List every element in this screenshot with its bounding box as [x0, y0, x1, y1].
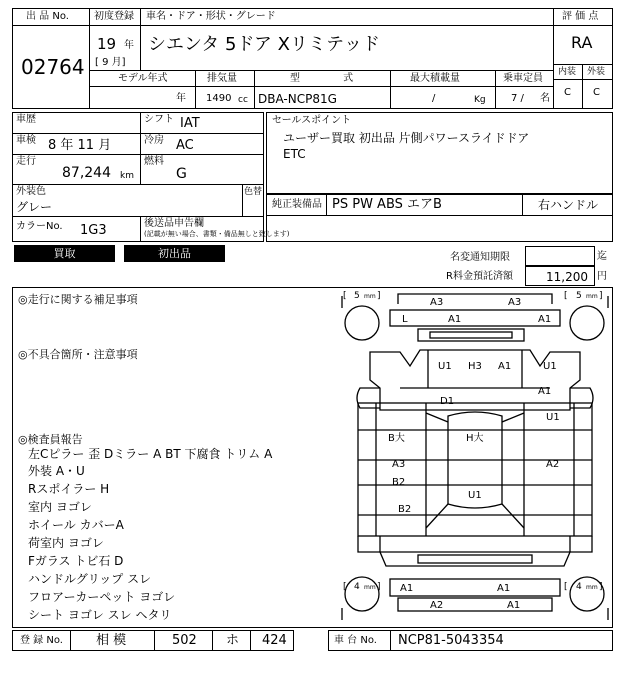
ac-label: 冷房 — [144, 135, 164, 146]
reg-div-2 — [154, 630, 155, 651]
equipment-divider-2 — [522, 194, 523, 216]
details-col-docs — [140, 216, 141, 242]
tire-front-left-depth: 4 — [354, 582, 360, 592]
inspection-label: 車検 — [16, 135, 36, 146]
exterior-label: 外装 — [587, 67, 606, 77]
fuel-value: G — [176, 166, 187, 182]
svg-text:]: ] — [599, 291, 603, 301]
reg-number: 424 — [262, 633, 287, 648]
details-row-3 — [12, 184, 264, 185]
car-name: シエンタ 5ドア Xリミテッド — [148, 34, 380, 55]
capacity-label: 乗車定員 — [503, 73, 543, 84]
damage-diagram — [340, 290, 610, 625]
first-reg-year-unit: 年 — [124, 40, 134, 51]
deadline-unit: 迄 — [597, 251, 607, 262]
svg-text:]: ] — [377, 582, 381, 592]
ac-value: AC — [176, 138, 194, 153]
tire-rear-left-icon — [345, 306, 379, 340]
reg-area: 相 模 — [96, 633, 127, 648]
mark-b2-low: B2 — [398, 504, 412, 515]
recycle-value: 11,200 — [546, 270, 588, 284]
interior-score: C — [564, 87, 571, 98]
sales-point-line-1: ユーザー買取 初出品 片側パワースライドドア — [283, 131, 530, 145]
name-label: 車名・ドア・形状・グレード — [146, 11, 276, 22]
mark-a3-left: A3 — [430, 297, 444, 308]
mark-h3: H3 — [468, 361, 482, 372]
deadline-label: 名変通知期限 — [450, 252, 510, 263]
equipment-empty-row — [266, 216, 613, 242]
lot-no-label: 出 品 No. — [26, 11, 69, 22]
reg-kana: ホ — [226, 633, 240, 648]
details-row-2 — [12, 154, 264, 155]
chassis-div — [390, 630, 391, 651]
tire-front-right-unit: mm — [586, 584, 598, 591]
docs-label: 後送品申告欄 — [144, 218, 204, 229]
spec-col-3 — [390, 70, 391, 109]
mark-u1-door: U1 — [546, 412, 560, 423]
tire-rear-left-depth: 5 — [354, 291, 360, 301]
spec-row-divider — [89, 86, 554, 87]
tire-front-left-icon — [345, 577, 379, 611]
ext-color-value: グレー — [16, 200, 53, 214]
mark-a3-side: A3 — [392, 459, 406, 470]
load-label: 最大積載量 — [410, 73, 460, 84]
mark-a1-top-mid: A1 — [448, 314, 462, 325]
mark-a2-bottom: A2 — [430, 600, 444, 611]
chassis-number: NCP81-5043354 — [398, 633, 504, 648]
mileage-unit: km — [120, 171, 134, 181]
mark-u1-left: U1 — [438, 361, 452, 372]
details-col-repaint — [242, 184, 243, 216]
tire-front-right-depth: 4 — [576, 582, 582, 592]
spec-col-4 — [495, 70, 496, 109]
first-listing-badge: 初出品 — [124, 245, 225, 262]
inspector-note-line: 室内 ヨゴレ — [28, 500, 92, 514]
mark-a1-bottom-left: A1 — [400, 583, 414, 594]
shift-value: IAT — [180, 116, 200, 131]
reg-div-3 — [212, 630, 213, 651]
tire-rear-left-label: [ — [343, 291, 347, 301]
mark-a1-roof: A1 — [498, 361, 512, 372]
details-row-4 — [12, 216, 264, 217]
driving-notes-title: ◎走行に関する補足事項 — [18, 293, 138, 306]
mark-a2: A2 — [546, 459, 560, 470]
buy-badge: 買取 — [14, 245, 115, 262]
recycle-label: R料金預託済額 — [446, 271, 513, 282]
model-year-unit: 年 — [176, 93, 186, 104]
svg-text:]: ] — [377, 291, 381, 301]
displacement-unit: cc — [238, 95, 248, 105]
spec-col-2 — [254, 70, 255, 109]
inspector-note-line: ホイール カバーA — [28, 518, 124, 532]
handle-value: 右ハンドル — [538, 198, 599, 212]
score: RA — [571, 33, 593, 52]
tire-rear-left-unit: mm — [364, 293, 376, 300]
spec-col-1 — [195, 70, 196, 109]
reg-label: 登 録 No. — [20, 635, 63, 646]
mark-a1-bottom: A1 — [507, 600, 521, 611]
first-reg-label: 初度登録 — [94, 11, 134, 22]
recycle-unit: 円 — [597, 271, 607, 282]
inspector-note-line: 荷室内 ヨゴレ — [28, 536, 104, 550]
equipment-value: PS PW ABS エアB — [332, 197, 442, 212]
score-label: 評 価 点 — [562, 11, 599, 22]
mileage-value: 87,244 — [62, 165, 111, 181]
exterior-score: C — [593, 87, 600, 98]
mark-b-big: B大 — [388, 433, 405, 444]
equipment-divider-1 — [326, 194, 327, 216]
tire-rear-right-icon — [570, 306, 604, 340]
defects-title: ◎不具合箇所・注意事項 — [18, 348, 138, 361]
mark-u1-floor: U1 — [468, 490, 482, 501]
inspector-note-line: Rスポイラー H — [28, 482, 110, 496]
svg-text:[: [ — [564, 582, 568, 592]
reg-div-1 — [70, 630, 71, 651]
sales-point-title: セールスポイント — [272, 115, 352, 126]
equipment-label: 純正装備品 — [272, 199, 322, 210]
type-label: 型 式 — [290, 73, 354, 84]
mark-h-big: H大 — [466, 433, 484, 444]
interior-label: 内装 — [558, 67, 577, 77]
svg-text:[: [ — [564, 291, 568, 301]
tire-front-left-unit: mm — [364, 584, 376, 591]
inspector-title: ◎検査員報告 — [18, 433, 83, 446]
mark-a1-right-side: A1 — [538, 386, 552, 397]
inspector-note-line: 外装 A・U — [28, 464, 85, 478]
inspection-value: 8 年 11 月 — [48, 138, 112, 153]
reg-div-4 — [250, 630, 251, 651]
history-label: 車歴 — [16, 114, 36, 125]
svg-text:[: [ — [343, 582, 347, 592]
load-value: / — [432, 93, 436, 104]
mark-a1-bottom-right: A1 — [497, 583, 511, 594]
mark-a1-top-right: A1 — [538, 314, 552, 325]
reg-class: 502 — [172, 633, 197, 648]
first-reg-year: 19 — [97, 35, 117, 53]
displacement-label: 排気量 — [207, 73, 237, 84]
inspector-note-line: 左Cピラー 歪 Dミラー A BT 下腐食 トリム A — [28, 447, 273, 461]
deadline-field — [525, 246, 595, 266]
inspector-note-line: ハンドルグリップ スレ — [28, 572, 152, 586]
svg-text:]: ] — [599, 582, 603, 592]
shift-label: シフト — [144, 114, 174, 125]
mileage-label: 走行 — [16, 156, 36, 167]
fuel-label: 燃料 — [144, 156, 164, 167]
capacity: 7 / — [511, 93, 524, 104]
mark-b2-side: B2 — [392, 477, 406, 488]
inspector-note-line: Fガラス トビ石 D — [28, 554, 124, 568]
mark-l: L — [402, 314, 408, 325]
tire-rear-right-depth: 5 — [576, 291, 582, 301]
mark-d1: D1 — [440, 396, 455, 407]
chassis-label: 車 台 No. — [334, 635, 377, 646]
first-reg-month: [ 9 月] — [95, 57, 126, 68]
inspector-note-line: フロアーカーペット ヨゴレ — [28, 590, 176, 604]
color-no-label: カラーNo. — [16, 221, 63, 232]
load-unit: Kg — [474, 95, 486, 105]
docs-note: (記載が無い場合、書類・備品無しと致します) — [144, 230, 290, 238]
mark-a3-right: A3 — [508, 297, 522, 308]
tire-rear-right-unit: mm — [586, 293, 598, 300]
inspector-note-line: シート ヨゴレ スレ ヘタリ — [28, 608, 172, 622]
repaint-label: 色替 — [244, 187, 263, 197]
ext-color-label: 外装色 — [16, 186, 46, 197]
mark-u1-right: U1 — [543, 361, 557, 372]
model-year-label: モデル年式 — [118, 73, 168, 84]
displacement: 1490 — [206, 93, 232, 104]
lot-no: 02764 — [21, 55, 85, 79]
capacity-unit: 名 — [540, 93, 550, 104]
model-type: DBA-NCP81G — [258, 92, 337, 106]
color-no-value: 1G3 — [80, 223, 107, 238]
sales-point-line-2: ETC — [283, 147, 306, 161]
details-row-1 — [12, 133, 264, 134]
details-col — [140, 112, 141, 184]
